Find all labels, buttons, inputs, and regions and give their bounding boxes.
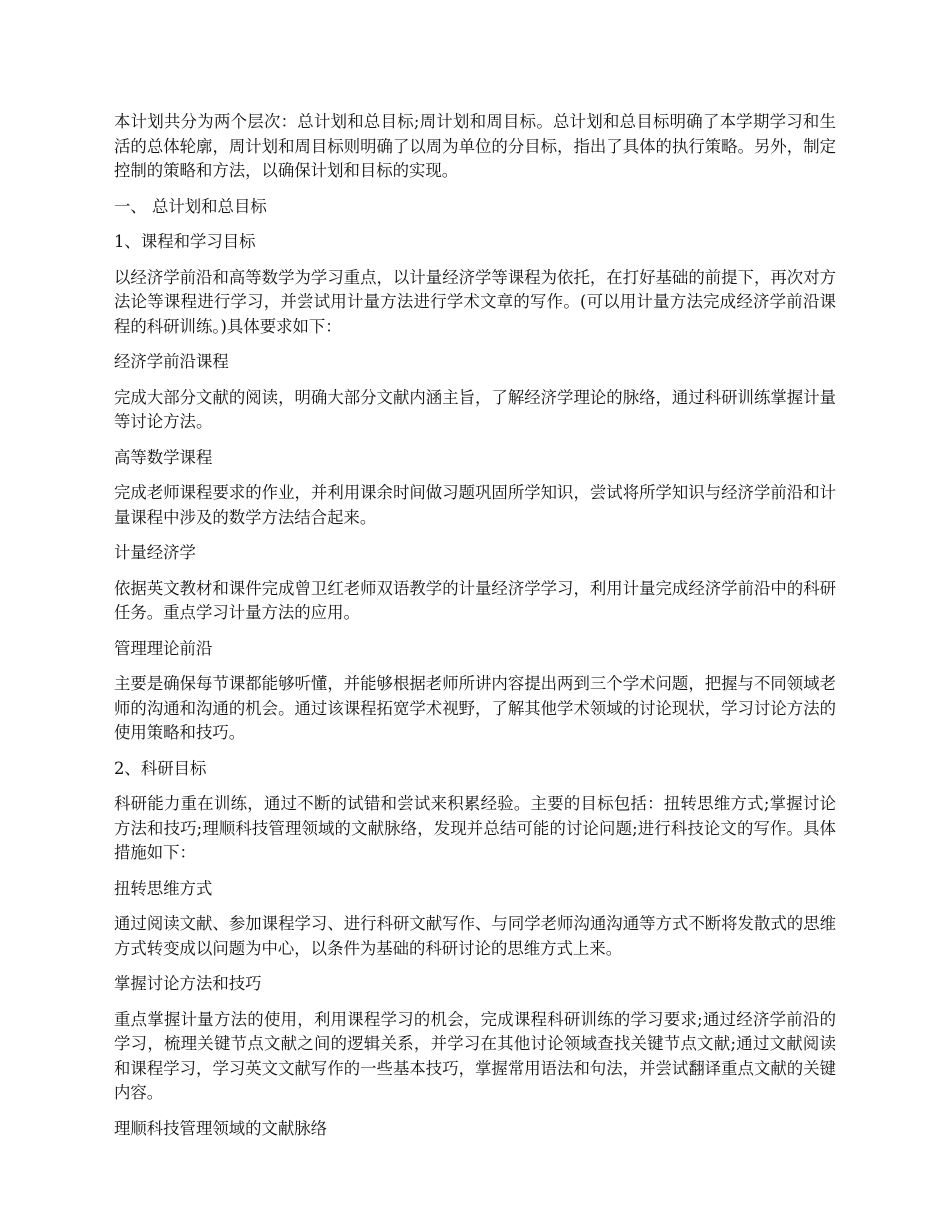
course-economics-frontier-body: 完成大部分文献的阅读，明确大部分文献内涵主旨，了解经济学理论的脉络，通过科研训练掌握计量等讨论方法。	[114, 387, 836, 431]
subsection-2-intro: 科研能力重在训练，通过不断的试错和尝试来积累经验。主要的目标包括：扭转思维方式;掌握讨论方法和技巧;理顺科技管理领域的文献脉络，发现并总结可能的讨论问题;进行科技论文的写作。具体措施如下：	[114, 794, 836, 862]
document-page	[114, 110, 836, 1152]
goal-thinking-body: 通过阅读文献、参加课程学习、进行科研文献写作、与同学老师沟通沟通等方式不断将发散式的思维方式转变成以问题为中心，以条件为基础的科研讨论的思维方式上来。	[114, 914, 836, 958]
goal-literature-heading: 理顺科技管理领域的文献脉络	[114, 1118, 328, 1138]
course-econometrics-body: 依据英文教材和课件完成曾卫红老师双语教学的计量经济学学习，利用计量完成经济学前沿中的科研任务。重点学习计量方法的应用。	[114, 578, 836, 622]
goal-thinking-heading: 扭转思维方式	[114, 878, 213, 898]
course-economics-frontier-heading: 经济学前沿课程	[114, 352, 229, 371]
course-advanced-math-body: 完成老师课程要求的作业，并利用课余时间做习题巩固所学知识，尝试将所学知识与经济学前沿和计量课程中涉及的数学方法结合起来。	[114, 483, 836, 527]
section-1-heading: 一、 总计划和总目标	[114, 196, 267, 216]
course-management-theory-body: 主要是确保每节课都能够听懂，并能够根据老师所讲内容提出两到三个学术问题，把握与不同领域老师的沟通和沟通的机会。通过该课程拓宽学术视野，了解其他学术领域的讨论现状，学习讨论方法的使用策略和技巧。	[114, 674, 836, 742]
goal-methods-heading: 掌握讨论方法和技巧	[114, 974, 262, 993]
intro-paragraph: 本计划共分为两个层次：总计划和总目标;周计划和周目标。总计划和总目标明确了本学期学习和生活的总体轮廓，周计划和周目标则明确了以周为单位的分目标，指出了具体的执行策略。另外，制定控制的策略和方法，以确保计划和目标的实现。	[114, 112, 836, 180]
subsection-1-intro: 以经济学前沿和高等数学为学习重点，以计量经济学等课程为依托，在打好基础的前提下，再次对方法论等课程进行学习，并尝试用计量方法进行学术文章的写作。(可以用计量方法完成经济学前沿课程的科研训练。)具体要求如下：	[114, 267, 836, 336]
goal-methods-body: 重点掌握计量方法的使用，利用课程学习的机会，完成课程科研训练的学习要求;通过经济学前沿的学习，梳理关键节点文献之间的逻辑关系，并学习在其他讨论领域查找关键节点文献;通过文献阅读和课程学习，学习英文文献写作的一些基本技巧，掌握常用语法和句法，并尝试翻译重点文献的关键内容。	[114, 1009, 836, 1102]
course-management-theory-heading: 管理理论前沿	[114, 638, 213, 658]
course-econometrics-heading: 计量经济学	[114, 543, 196, 562]
subsection-1-heading: 1、课程和学习目标	[114, 232, 256, 251]
course-advanced-math-heading: 高等数学课程	[114, 447, 213, 467]
subsection-2-heading: 2、科研目标	[114, 758, 207, 778]
